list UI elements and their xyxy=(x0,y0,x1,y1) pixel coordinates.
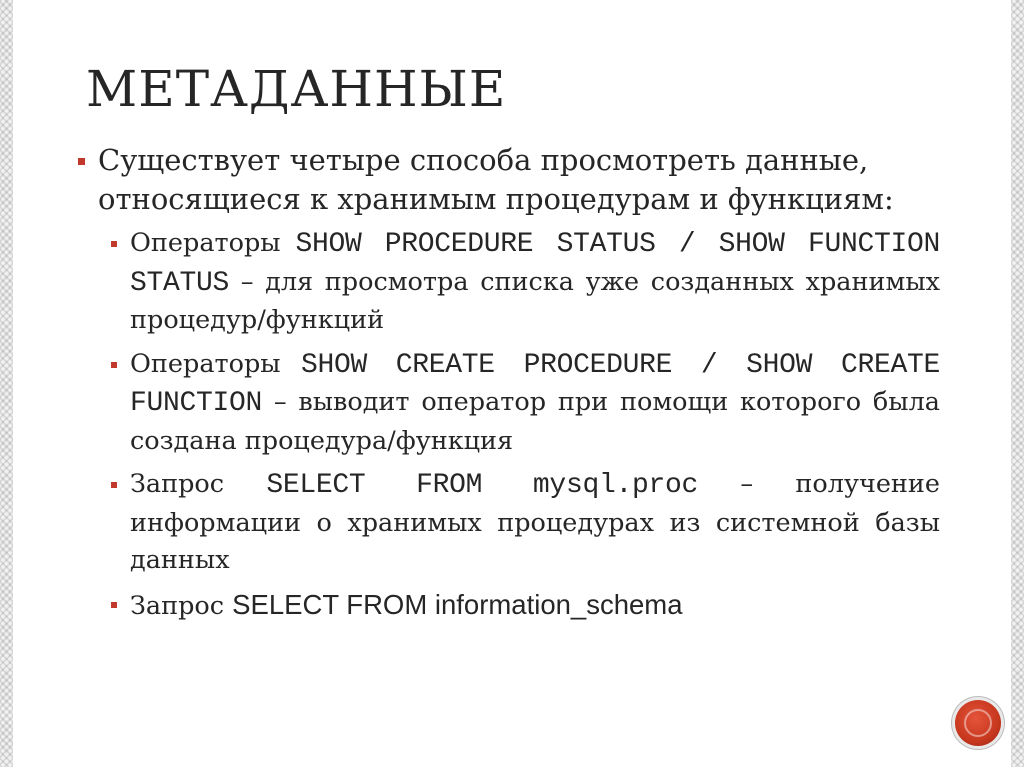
item-code: SHOW CREATE PROCEDURE / SHOW CREATE FUNCTION xyxy=(130,349,940,419)
square-bullet-icon xyxy=(111,602,117,608)
intro-text: Существует четыре способа просмотреть данные, относящиеся к хранимым процедурам и функциям: xyxy=(98,143,894,216)
left-decorative-border xyxy=(0,0,13,767)
item-code: SELECT FROM information_schema xyxy=(232,588,683,620)
item-prefix: Запрос xyxy=(130,469,267,499)
item-prefix: Операторы xyxy=(130,228,296,258)
circle-logo-icon xyxy=(955,700,1001,746)
list-item xyxy=(110,466,940,580)
item-suffix: – выводит оператор при помощи которого была создана процедура/функция xyxy=(130,387,940,456)
slide-content xyxy=(78,141,940,625)
square-bullet-icon xyxy=(111,482,117,488)
list-item xyxy=(110,586,940,626)
intro-bullet xyxy=(78,141,940,219)
item-suffix: – для просмотра списка уже созданных хранимых процедур/функций xyxy=(130,266,940,335)
right-decorative-border xyxy=(1011,0,1024,767)
list-item xyxy=(110,346,940,461)
item-prefix: Операторы xyxy=(130,348,301,379)
square-bullet-icon xyxy=(111,362,117,368)
square-bullet-icon xyxy=(78,158,85,165)
item-code: SELECT FROM mysql.proc xyxy=(266,470,698,501)
item-suffix: – получение информации о хранимых процедурах из системной базы данных xyxy=(130,469,941,575)
slide-title: МЕТАДАННЫЕ xyxy=(86,60,507,118)
item-prefix: Запрос xyxy=(130,590,233,621)
list-item xyxy=(110,225,940,340)
square-bullet-icon xyxy=(111,241,117,247)
item-code: SHOW PROCEDURE STATUS / SHOW FUNCTION STATUS xyxy=(130,229,940,299)
